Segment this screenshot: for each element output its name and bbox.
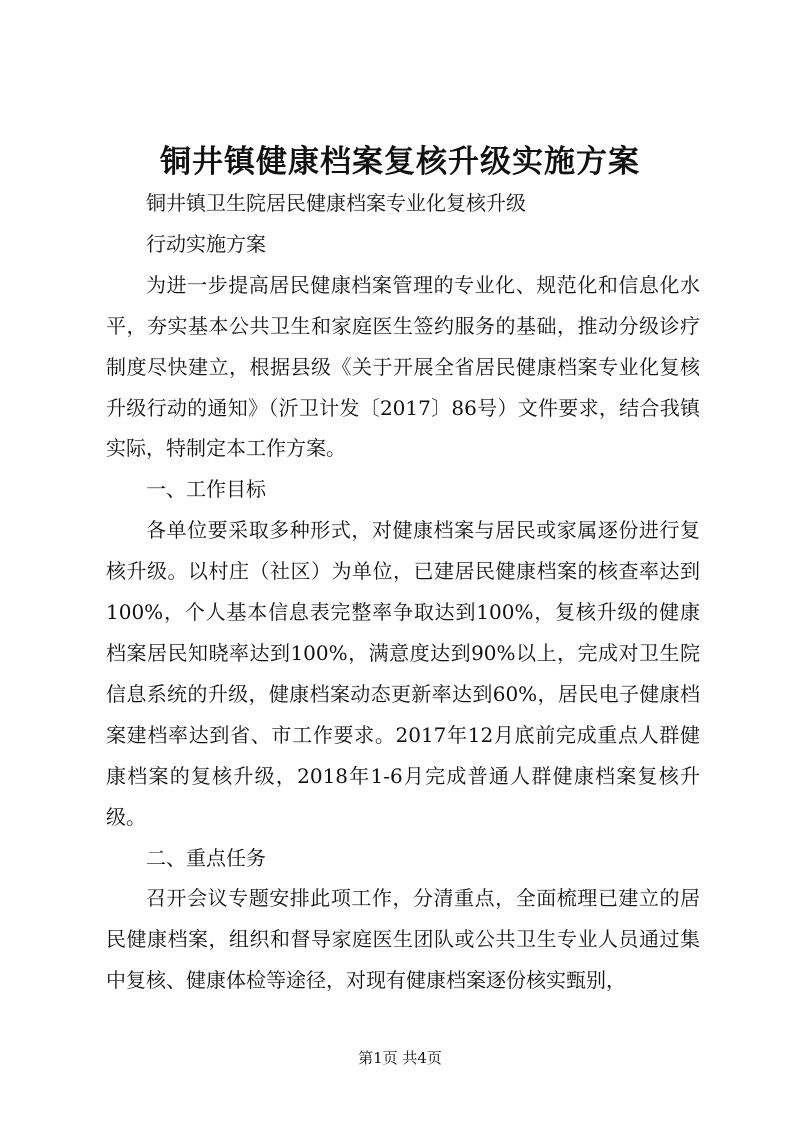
section-heading-goals: 一、工作目标 — [146, 477, 266, 502]
document-title: 铜井镇健康档案复核升级实施方案 — [160, 144, 640, 180]
section-heading-tasks: 二、重点任务 — [146, 845, 266, 870]
tasks-paragraph: 召开会议专题安排此项工作，分清重点，全面梳理已建立的居民健康档案，组织和督导家庭医生团队或公共卫生专业人员通过集中复核、健康体检等途径，对现有健康档案逐份核实甄别， — [106, 886, 700, 993]
goals-paragraph: 各单位要采取多种形式，对健康档案与居民或家属逐份进行复核升级。以村庄（社区）为单位，已建居民健康档案的核查率达到100%，个人基本信息表完整率争取达到100%，复核升级的健康档案居民知晓率达到100%，满意度达到90%以上，完成对卫生院信息系统的升级，健康档案动态更新率达到60%，居民电子健康档案建档率达到省、市工作要求。2017年12月底前完成重点人群健康档案的复核升级，2018年1-6月完成普通人群健康档案复核升级。 — [106, 518, 700, 829]
page-footer — [0, 1046, 800, 1070]
subtitle-line-2: 行动实施方案 — [146, 231, 266, 256]
document-body — [106, 183, 700, 1001]
intro-paragraph: 为进一步提高居民健康档案管理的专业化、规范化和信息化水平，夯实基本公共卫生和家庭医生签约服务的基础，推动分级诊疗制度尽快建立，根据县级《关于开展全省居民健康档案专业化复核升级行动的通知》（沂卫计发〔2017〕86号）文件要求，结合我镇实际，特制定本工作方案。 — [106, 272, 700, 461]
page-number: 第1页 — [358, 1049, 398, 1067]
page-total: 共4页 — [402, 1049, 442, 1067]
subtitle-line-1: 铜井镇卫生院居民健康档案专业化复核升级 — [146, 191, 526, 215]
